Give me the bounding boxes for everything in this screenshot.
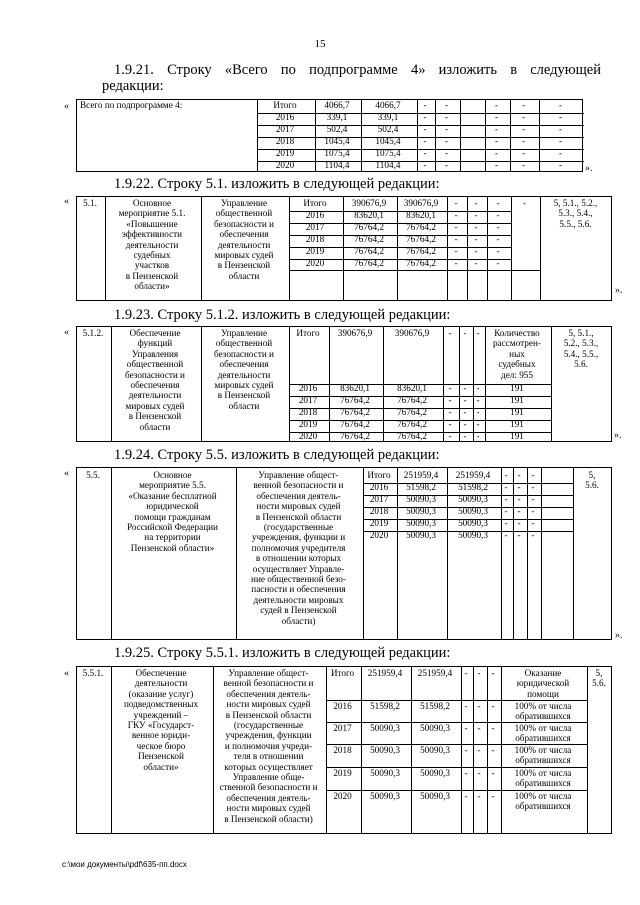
s5-total-value: 50090,3 (370, 791, 400, 801)
s3-dash: - (463, 395, 467, 405)
s2-regional-value: 390676,9 (403, 198, 439, 208)
open-quote-1: « (64, 101, 69, 112)
s4-dash: - (517, 494, 521, 504)
s2-regional-value: 76764,2 (406, 246, 436, 256)
s5-year: 2016 (333, 701, 352, 711)
s3-year: 2016 (298, 383, 318, 393)
s3-indicator: Количество рассмотрен- ных судебных дел: 955 (493, 328, 541, 380)
s1-dash: - (444, 100, 449, 110)
s1-year: 2018 (275, 136, 295, 146)
s3-dash: - (448, 407, 452, 417)
s5-dash: - (491, 701, 495, 711)
s2-total-value: 76764,2 (354, 246, 384, 256)
linked-indicators: 5, 5.1., 5.2., 5.3., 5.4., 5.5., 5.6. (553, 198, 598, 229)
s3-indicator: 191 (510, 383, 524, 393)
linked-indicators: 5, 5.6. (585, 470, 599, 491)
heading-1-9-23: 1.9.23. Строку 5.1.2. изложить в следующей редакции: (114, 307, 451, 323)
s4-dash: - (517, 518, 521, 528)
s5-total-value: 50090,3 (370, 723, 400, 733)
s5-dash: - (491, 791, 495, 801)
s1-year: 2020 (275, 160, 295, 170)
s5-dash: - (464, 723, 468, 733)
s1-dash: - (423, 100, 427, 110)
s5-indicator: Оказание юридической помощи (516, 668, 570, 699)
s4-regional-value: 251959,4 (455, 470, 491, 480)
s2-dash: - (454, 258, 458, 268)
row-number: 5.5.1. (82, 668, 104, 678)
row-number: 5.1. (83, 198, 97, 208)
s2-dash: - (474, 246, 478, 256)
s3-dash: - (463, 407, 467, 417)
s2-dash: - (474, 210, 478, 220)
linked-indicators: 5, 5.6. (592, 668, 606, 689)
s1-dash: - (558, 160, 563, 170)
linked-indicators: 5, 5.1., 5.2., 5.3., 5.4., 5.5., 5.6. (563, 328, 599, 370)
s2-dash: - (496, 210, 500, 220)
heading-1-9-21: 1.9.21. Строку «Всего по подпрограмме 4» изложить в следующей (114, 62, 601, 78)
s1-dash: - (423, 112, 427, 122)
s1-dash: - (558, 136, 563, 146)
s3-total-value: 76764,2 (340, 407, 370, 417)
activity-name: Основное мероприятие 5.5. «Оказание бесплатной юридической помощи гражданам Российской Федерации на территории Пензенской области» (127, 470, 218, 553)
s4-year: 2020 (369, 530, 389, 540)
s1-dash: - (521, 160, 526, 170)
s4-total-value: 50090,3 (406, 530, 436, 540)
s4-year: 2017 (369, 494, 389, 504)
s5-dash: - (477, 668, 481, 678)
s2-total-value: 76764,2 (354, 234, 384, 244)
s4-regional-value: 50090,3 (458, 518, 488, 528)
s1-dash: - (558, 148, 563, 158)
s5-regional-value: 50090,3 (420, 791, 450, 801)
s5-indicator: 100% от числа обратившихся (514, 701, 572, 722)
s4-dash: - (504, 530, 508, 540)
activity-name: Обеспечение деятельности (оказание услуг) подведомственных учреждений – ГКУ «Государст- венное юриди- ческое бюро Пензенской области» (123, 668, 199, 772)
s5-total-value: 251959,4 (367, 668, 403, 678)
heading-1-9-24: 1.9.24. Строку 5.5. изложить в следующей редакции: (114, 447, 440, 463)
row-number: 5.5. (86, 470, 100, 480)
s2-dash: - (474, 198, 478, 208)
s4-dash: - (531, 518, 535, 528)
s4-year: 2019 (369, 518, 389, 528)
s5-total-value: 51598,2 (370, 701, 400, 711)
row-number: 5.1.2. (82, 328, 104, 338)
s3-indicator: 191 (510, 407, 524, 417)
s5-indicator: 100% от числа обратившихся (514, 791, 572, 812)
table-row-5-1-vline (511, 197, 512, 300)
s5-dash: - (491, 668, 495, 678)
s3-regional-value: 76764,2 (397, 431, 427, 441)
s3-dash: - (476, 383, 480, 393)
s1-total-value: 1104,4 (324, 160, 350, 170)
s4-regional-value: 51598,2 (458, 482, 488, 492)
s4-dash: - (504, 482, 508, 492)
s3-dash: - (463, 328, 467, 338)
s5-regional-value: 50090,3 (420, 723, 450, 733)
close-quote-3: ». (614, 430, 622, 441)
s2-total-value: 83620,1 (354, 210, 384, 220)
open-quote-4: « (64, 468, 69, 479)
s1-year: 2017 (275, 124, 295, 134)
s3-total-value: 76764,2 (340, 419, 370, 429)
s5-dash: - (464, 768, 468, 778)
s4-dash: - (504, 494, 508, 504)
s2-year: 2018 (305, 234, 325, 244)
executor: Управление общественной безопасности и обеспечения деятельности мировых судей в Пензенской области (214, 328, 274, 411)
s1-dash: - (444, 136, 449, 146)
s2-year: 2020 (305, 258, 325, 268)
s4-total-value: 51598,2 (406, 482, 436, 492)
s5-dash: - (491, 723, 495, 733)
s1-year: Итого (273, 100, 297, 110)
s3-dash: - (476, 328, 480, 338)
executor: Управление общественной безопасности и обеспечения деятельности мировых судей в Пензенской области (214, 198, 274, 281)
s3-dash: - (448, 419, 452, 429)
s5-regional-value: 51598,2 (420, 701, 450, 711)
s3-year: Итого (296, 328, 320, 338)
s5-indicator: 100% от числа обратившихся (514, 745, 572, 766)
s2-dash: - (496, 198, 500, 208)
close-quote-4: ». (615, 630, 623, 641)
s4-year: Итого (367, 470, 391, 480)
s4-dash: - (504, 518, 508, 528)
s2-dash: - (474, 258, 478, 268)
s4-total-value: 251959,4 (403, 470, 439, 480)
executor: Управление общест- венной безопасности и обеспечения деятель- ности мировых судей в Пензенской области (государственные учреждения, функции и полномочия учреди- теля в отношении которых осуществляет Управление обще- ственной безопасности и обеспечения деятель- ности мировых судей в Пензенской области) (219, 668, 318, 824)
s3-dash: - (448, 431, 452, 441)
s1-total-value: 339,1 (326, 112, 348, 122)
s2-dash: - (474, 234, 478, 244)
s5-dash: - (477, 723, 481, 733)
s2-dash: - (454, 198, 458, 208)
s3-total-value: 83620,1 (340, 383, 370, 393)
s5-year: 2020 (333, 791, 352, 801)
s5-indicator: 100% от числа обратившихся (514, 768, 572, 789)
heading-1-9-25: 1.9.25. Строку 5.5.1. изложить в следующей редакции: (114, 645, 451, 661)
s5-regional-value: 251959,4 (417, 668, 453, 678)
s1-dash: - (494, 124, 499, 134)
s1-regional-value: 339,1 (377, 112, 399, 122)
s5-dash: - (464, 701, 468, 711)
s3-dash: - (448, 328, 452, 338)
s2-year: Итого (303, 198, 327, 208)
s5-dash: - (464, 668, 468, 678)
s2-regional-value: 76764,2 (406, 234, 436, 244)
s1-dash: - (444, 160, 449, 170)
s4-dash: - (531, 470, 535, 480)
file-path-footer: c:\мои документы\pdf\635-пп.docx (62, 860, 187, 869)
s5-dash: - (464, 791, 468, 801)
s3-dash: - (476, 407, 480, 417)
table-row-5-1-hline (289, 270, 540, 271)
table-row-5-5-vline (541, 468, 542, 639)
s4-dash: - (531, 482, 535, 492)
s1-dash: - (494, 136, 499, 146)
s3-dash: - (476, 419, 480, 429)
s1-dash: - (521, 148, 526, 158)
s3-regional-value: 76764,2 (397, 395, 427, 405)
s2-dash: - (496, 258, 500, 268)
s1-dash: - (521, 124, 526, 134)
s3-dash: - (463, 419, 467, 429)
s1-total-value: 1075,4 (324, 148, 350, 158)
s1-regional-value: 1075,4 (375, 148, 401, 158)
s3-dash: - (448, 395, 452, 405)
s1-dash: - (521, 136, 526, 146)
s5-dash: - (477, 745, 481, 755)
indicator-dash: - (522, 198, 527, 208)
s1-total-value: 4066,7 (324, 100, 350, 110)
s1-dash: - (423, 124, 427, 134)
s4-dash: - (531, 506, 535, 516)
s4-dash: - (504, 506, 508, 516)
s3-year: 2018 (298, 407, 318, 417)
s3-regional-value: 76764,2 (397, 407, 427, 417)
s5-dash: - (491, 745, 495, 755)
s1-dash: - (494, 100, 499, 110)
s1-regional-value: 4066,7 (375, 100, 401, 110)
activity-name: Основное мероприятие 5.1. «Повышение эффективности деятельности судебных участков в Пензенской области» (118, 198, 186, 292)
close-quote-1: ». (585, 163, 593, 174)
subprogram-total-label: Всего по подпрограмме 4: (80, 100, 183, 110)
s5-year: 2018 (333, 745, 352, 755)
s3-year: 2017 (298, 395, 318, 405)
s1-dash: - (521, 100, 526, 110)
s2-year: 2016 (305, 210, 325, 220)
s5-indicator: 100% от числа обратившихся (514, 723, 572, 744)
s5-total-value: 50090,3 (370, 768, 400, 778)
s3-regional-value: 83620,1 (397, 383, 427, 393)
s3-dash: - (476, 395, 480, 405)
s1-dash: - (558, 112, 563, 122)
s2-total-value: 76764,2 (354, 222, 384, 232)
s5-year: Итого (330, 668, 355, 678)
s3-regional-value: 76764,2 (397, 419, 427, 429)
s1-regional-value: 1104,4 (375, 160, 401, 170)
s2-dash: - (496, 246, 500, 256)
s2-total-value: 76764,2 (354, 258, 384, 268)
s3-total-value: 390676,9 (337, 328, 373, 338)
s4-year: 2016 (369, 482, 389, 492)
heading-1-9-21-cont: редакции: (102, 78, 164, 94)
s3-dash: - (476, 431, 480, 441)
s2-dash: - (454, 210, 458, 220)
s4-total-value: 50090,3 (406, 518, 436, 528)
s1-dash: - (444, 112, 449, 122)
s1-dash: - (423, 148, 427, 158)
close-quote-2: ». (615, 285, 623, 296)
open-quote-2: « (64, 196, 69, 207)
s5-dash: - (477, 768, 481, 778)
page-number: 15 (314, 38, 326, 50)
s2-regional-value: 76764,2 (406, 222, 436, 232)
heading-1-9-22: 1.9.22. Строку 5.1. изложить в следующей редакции: (114, 176, 440, 192)
s4-regional-value: 50090,3 (458, 530, 488, 540)
s1-dash: - (494, 148, 499, 158)
s2-dash: - (454, 222, 458, 232)
s3-year: 2019 (298, 419, 318, 429)
open-quote-3: « (64, 327, 69, 338)
s1-regional-value: 1045,4 (375, 136, 401, 146)
s5-total-value: 50090,3 (370, 745, 400, 755)
s2-year: 2017 (305, 222, 325, 232)
s1-total-value: 1045,4 (324, 136, 350, 146)
s2-regional-value: 76764,2 (406, 258, 436, 268)
s4-regional-value: 50090,3 (458, 506, 488, 516)
s1-dash: - (558, 124, 563, 134)
s2-dash: - (474, 222, 478, 232)
s3-dash: - (463, 431, 467, 441)
s4-dash: - (504, 470, 508, 480)
s1-dash: - (521, 112, 526, 122)
s4-dash: - (517, 482, 521, 492)
s1-dash: - (444, 124, 449, 134)
s4-dash: - (517, 530, 521, 540)
s5-dash: - (477, 701, 481, 711)
s1-year: 2019 (275, 148, 295, 158)
s2-regional-value: 83620,1 (406, 210, 436, 220)
s4-total-value: 50090,3 (406, 506, 436, 516)
s3-total-value: 76764,2 (340, 395, 370, 405)
s5-dash: - (477, 791, 481, 801)
s5-regional-value: 50090,3 (420, 745, 450, 755)
s4-year: 2018 (369, 506, 389, 516)
s2-dash: - (496, 222, 500, 232)
s5-year: 2017 (333, 723, 352, 733)
s2-year: 2019 (305, 246, 325, 256)
executor: Управление общест- венной безопасности и обеспечения деятель- ности мировых судей в Пензенской области (государственные учреждения, функции и полномочия учредителя в отношении которых осуществляет Управле- ние общественной безо- пасности и обеспечения деятельности мировых судей в Пензенской области) (251, 470, 346, 626)
open-quote-5: « (64, 668, 69, 679)
s3-indicator: 191 (510, 431, 524, 441)
s2-dash: - (496, 234, 500, 244)
s1-total-value: 502,4 (326, 124, 348, 134)
s5-dash: - (464, 745, 468, 755)
s1-dash: - (558, 100, 563, 110)
s1-dash: - (494, 112, 499, 122)
s4-total-value: 50090,3 (406, 494, 436, 504)
s3-year: 2020 (298, 431, 318, 441)
s3-indicator: 191 (510, 419, 524, 429)
s3-indicator: 191 (510, 395, 524, 405)
s1-dash: - (423, 160, 427, 170)
s3-dash: - (463, 383, 467, 393)
s1-dash: - (444, 148, 449, 158)
s4-dash: - (517, 470, 521, 480)
s5-regional-value: 50090,3 (420, 768, 450, 778)
s5-dash: - (491, 768, 495, 778)
s4-dash: - (517, 506, 521, 516)
activity-name: Обеспечение функций Управления общественной безопасности и обеспечения деятельности мировых судей в Пензенской области (125, 328, 185, 432)
s2-dash: - (454, 234, 458, 244)
s4-dash: - (531, 530, 535, 540)
s4-dash: - (531, 494, 535, 504)
s3-dash: - (448, 383, 452, 393)
s1-year: 2016 (275, 112, 295, 122)
s2-dash: - (454, 246, 458, 256)
s1-regional-value: 502,4 (377, 124, 399, 134)
s1-dash: - (494, 160, 499, 170)
s2-total-value: 390676,9 (351, 198, 387, 208)
s1-dash: - (423, 136, 427, 146)
s3-total-value: 76764,2 (340, 431, 370, 441)
s5-year: 2019 (333, 768, 352, 778)
s4-regional-value: 50090,3 (458, 494, 488, 504)
s3-regional-value: 390676,9 (394, 328, 430, 338)
